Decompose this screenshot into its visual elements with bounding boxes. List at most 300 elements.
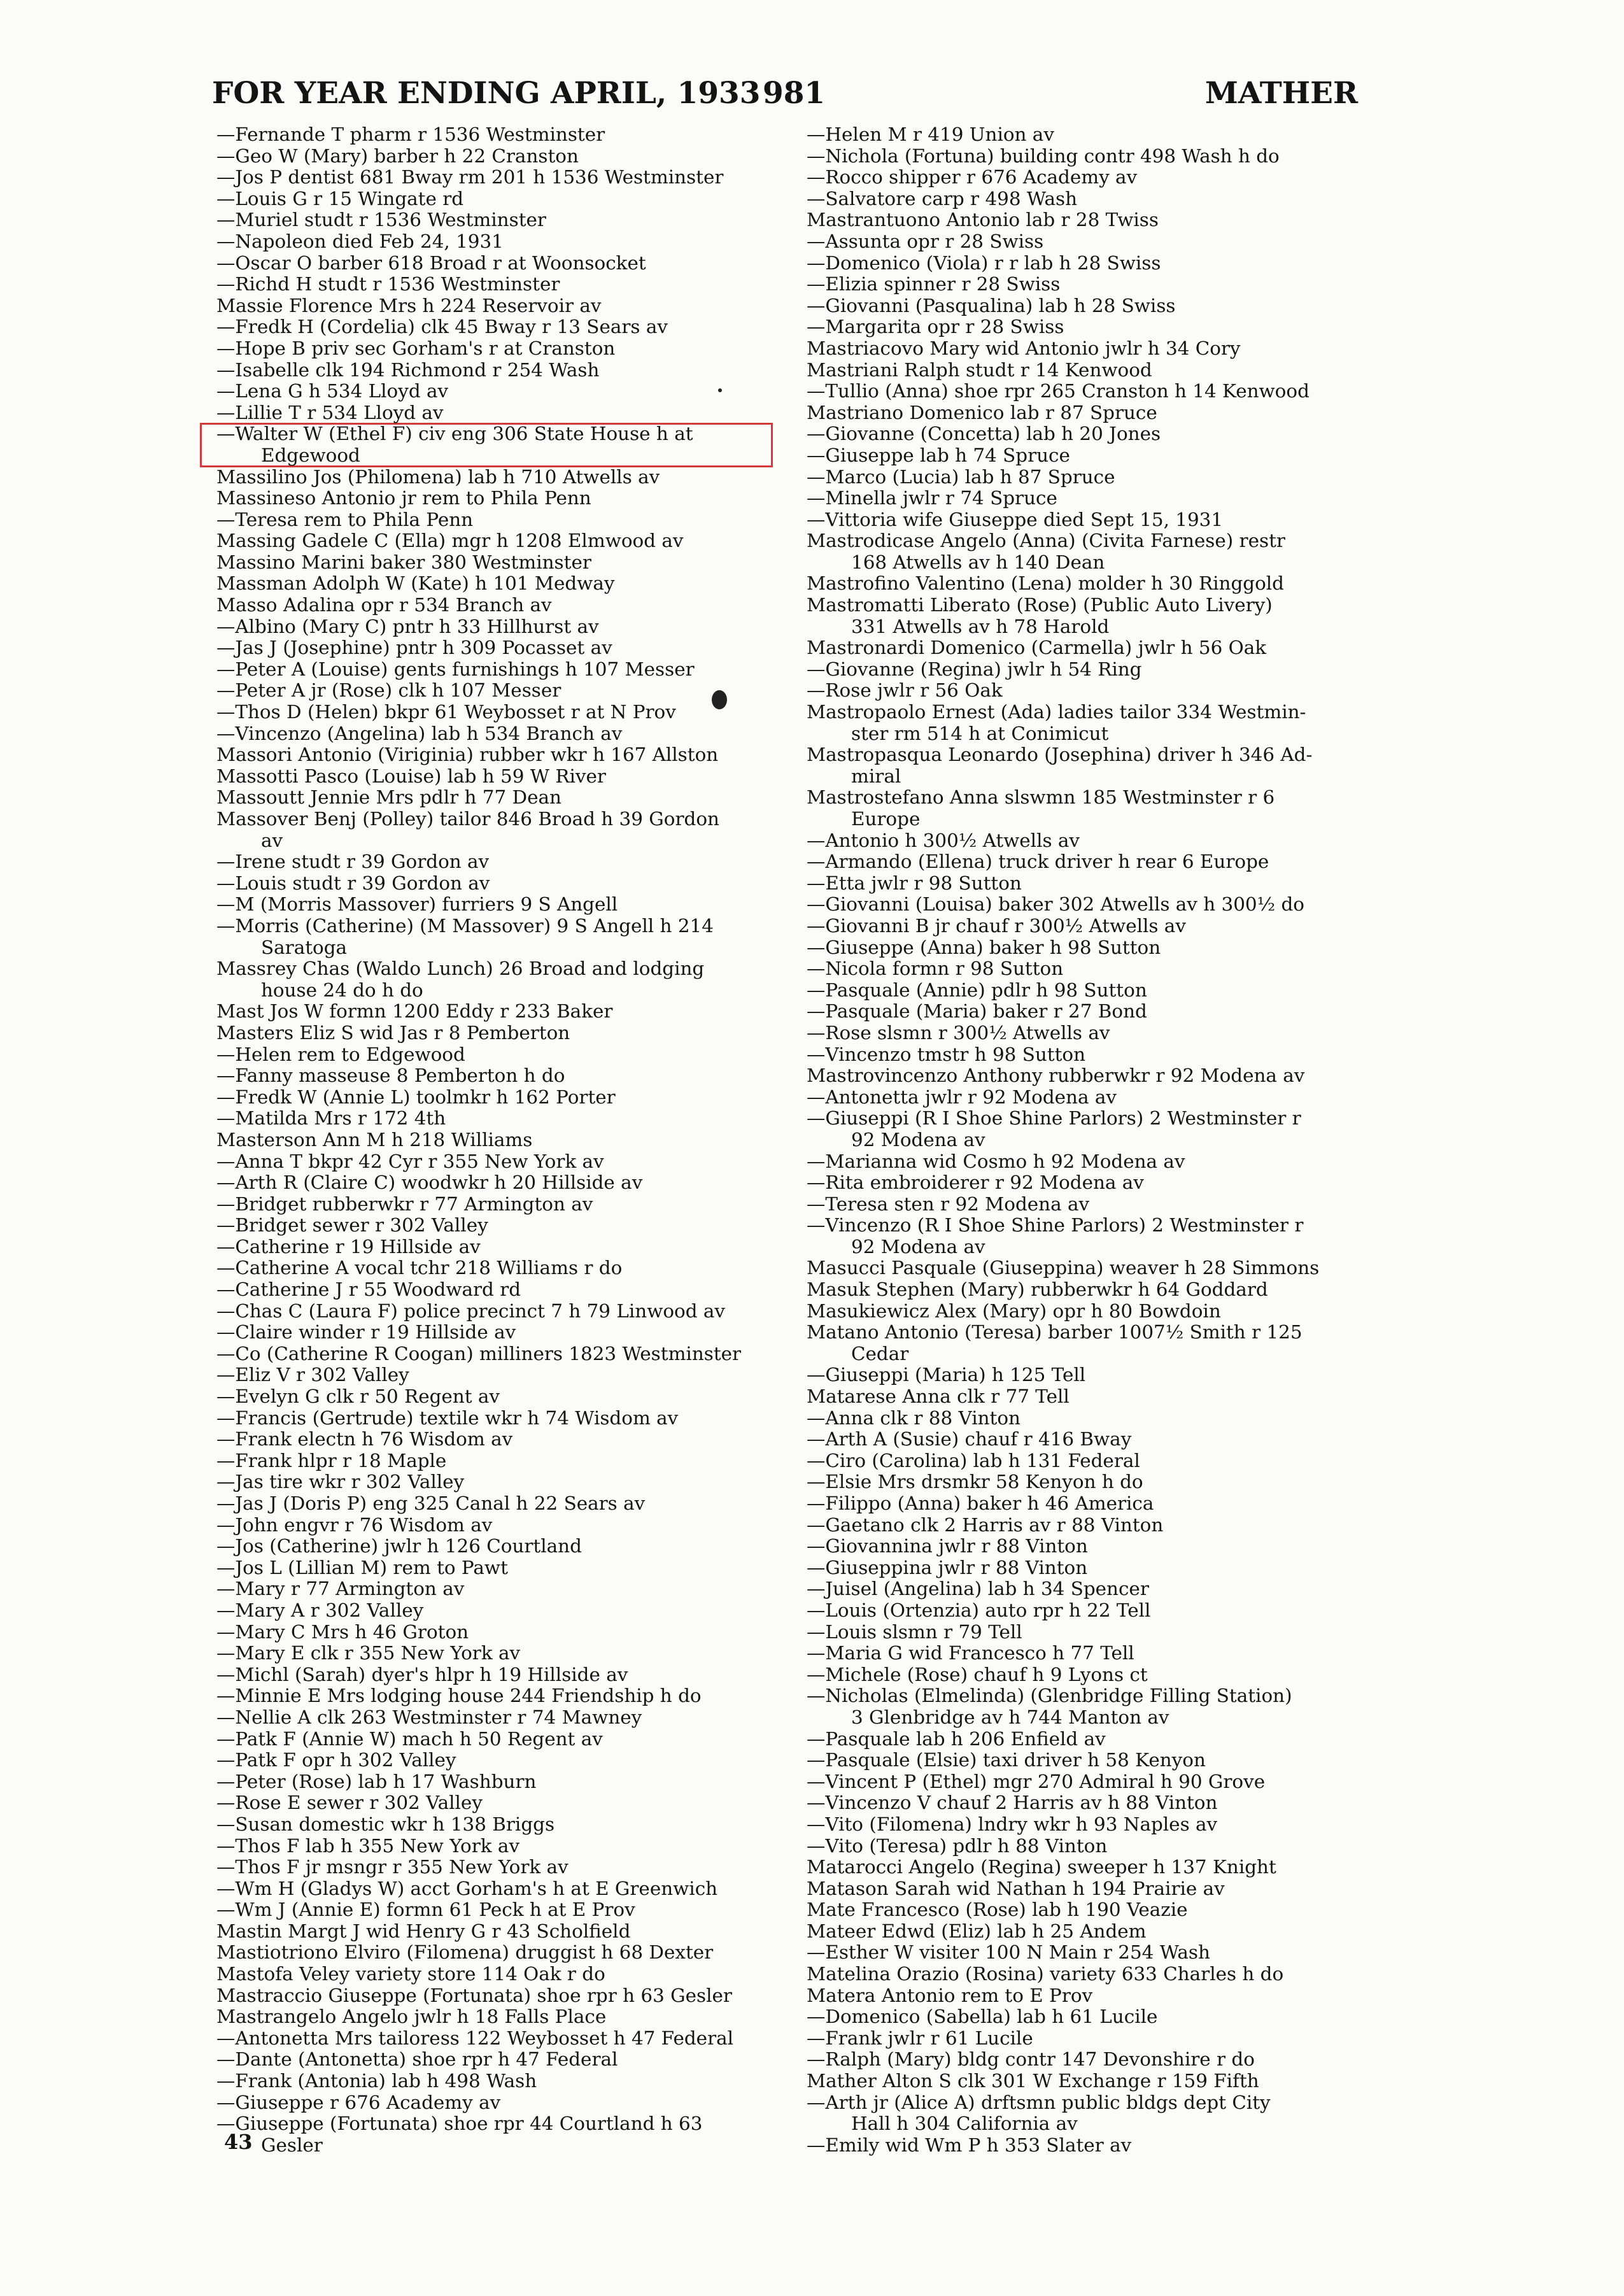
directory-entry (216, 680, 775, 702)
entry-line: —Teresa rem to Phila Penn (216, 508, 474, 530)
entry-continuation: Edgewood (261, 444, 360, 466)
entry-line: —Catherine A vocal tchr 218 Williams r do (216, 1257, 623, 1279)
entry-continuation: Gesler (261, 2134, 323, 2156)
directory-entry (216, 787, 775, 809)
entry-line: —Giuseppina jwlr r 88 Vinton (807, 1556, 1088, 1578)
entry-line: —Walter W (Ethel F) civ eng 306 State House h at (216, 423, 693, 445)
directory-entry (216, 488, 775, 509)
entry-line: —Mary A r 302 Valley (216, 1599, 424, 1621)
directory-entry (216, 1386, 775, 1408)
entry-line: —Giovanni (Pasqualina) lab h 28 Swiss (807, 294, 1176, 316)
entry-line: —Rose slsmn r 300½ Atwells av (807, 1021, 1110, 1044)
entry-line: —Anna clk r 88 Vinton (807, 1407, 1020, 1429)
directory-entry (216, 1942, 775, 1964)
directory-entry (807, 637, 1366, 659)
entry-line: —Esther W visiter 100 N Main r 254 Wash (807, 1941, 1210, 1964)
directory-entry (216, 1237, 775, 1258)
directory-entry (807, 1194, 1366, 1215)
directory-entry (807, 702, 1366, 744)
entry-line: —Patk F opr h 302 Valley (216, 1749, 456, 1771)
directory-entry (216, 1044, 775, 1066)
directory-entry (216, 2006, 775, 2028)
directory-entry (807, 1386, 1366, 1408)
directory-entry (216, 402, 775, 424)
directory-entry (807, 916, 1366, 937)
directory-entry (807, 2092, 1366, 2135)
directory-entry (216, 637, 775, 659)
directory-entry (216, 1878, 775, 1900)
entry-line: —Chas C (Laura F) police precinct 7 h 79 Linwood av (216, 1300, 726, 1322)
directory-entry (216, 552, 775, 574)
entry-line: —Lena G h 534 Lloyd av (216, 380, 449, 402)
directory-entry (216, 423, 775, 466)
entry-line: —Nellie A clk 263 Westminster r 74 Mawney (216, 1706, 642, 1728)
directory-entry (807, 274, 1366, 295)
directory-entry (807, 1985, 1366, 2007)
directory-entry (807, 1429, 1366, 1450)
directory-entry (807, 1622, 1366, 1643)
directory-entry (216, 509, 775, 531)
directory-entry (216, 1515, 775, 1536)
entry-line: —Louis slsmn r 79 Tell (807, 1620, 1022, 1643)
entry-line: —Thos F lab h 355 New York av (216, 1834, 520, 1857)
directory-entry (216, 1215, 775, 1237)
directory-entry (216, 295, 775, 317)
entry-line: —Helen rem to Edgewood (216, 1043, 465, 1065)
directory-entry (807, 851, 1366, 873)
entry-line: —Jas J (Josephine) pntr h 309 Pocasset av (216, 637, 612, 659)
entry-line: —Nicholas (Elmelinda) (Glenbridge Filling Station) (807, 1685, 1292, 1707)
directory-entry (807, 680, 1366, 702)
directory-entry (216, 1792, 775, 1814)
directory-entry (216, 2028, 775, 2050)
directory-entry (807, 253, 1366, 274)
entry-continuation: 3 Glenbridge av h 744 Manton av (851, 1706, 1169, 1728)
entry-line: Mastin Margt J wid Henry G r 43 Scholfield (216, 1920, 631, 1942)
entry-line: —Mary E clk r 355 New York av (216, 1642, 521, 1664)
entry-line: —Catherine r 19 Hillside av (216, 1235, 481, 1258)
entry-line: —John engvr r 76 Wisdom av (216, 1513, 493, 1536)
entry-continuation: Saratoga (261, 936, 348, 958)
directory-entry (216, 723, 775, 745)
entry-line: —Giuseppi (Maria) h 125 Tell (807, 1364, 1086, 1386)
directory-entry (216, 1622, 775, 1643)
directory-entry (216, 1985, 775, 2007)
entry-line: —Giovanne (Regina) jwlr h 54 Ring (807, 658, 1142, 680)
entry-line: —Wm H (Gladys W) acct Gorham's h at E Greenwich (216, 1877, 718, 1899)
directory-entry (216, 1750, 775, 1771)
directory-entry (216, 1643, 775, 1664)
entry-line: Matason Sarah wid Nathan h 194 Prairie av (807, 1877, 1225, 1899)
entry-line: —Pasquale (Maria) baker r 27 Bond (807, 1000, 1147, 1023)
entry-line: —Vito (Teresa) pdlr h 88 Vinton (807, 1834, 1108, 1857)
entry-line: —Hope B priv sec Gorham's r at Cranston (216, 337, 616, 359)
entry-line: —Vittoria wife Giuseppe died Sept 15, 1931 (807, 508, 1224, 530)
entry-line: —Napoleon died Feb 24, 1931 (216, 230, 504, 252)
entry-line: —Co (Catherine R Coogan) milliners 1823 Westminster (216, 1342, 742, 1364)
entry-line: —Salvatore carp r 498 Wash (807, 187, 1078, 209)
directory-entry (807, 124, 1366, 146)
directory-entry (216, 873, 775, 895)
directory-entry (216, 1707, 775, 1729)
entry-line: Matano Antonio (Teresa) barber 1007½ Smith r 125 (807, 1321, 1303, 1343)
directory-entry (216, 530, 775, 552)
entry-line: Massrey Chas (Waldo Lunch) 26 Broad and lodging (216, 958, 705, 980)
entry-line: —Minnie E Mrs lodging house 244 Friendship h do (216, 1685, 702, 1707)
directory-entry (216, 1664, 775, 1686)
directory-entry (216, 2071, 775, 2092)
directory-entry (807, 1515, 1366, 1536)
directory-entry (216, 2049, 775, 2071)
entry-line: —Etta jwlr r 98 Sutton (807, 872, 1022, 894)
directory-entry (807, 2135, 1366, 2157)
directory-entry (216, 1429, 775, 1450)
entry-line: —Bridget rubberwkr r 77 Armington av (216, 1193, 593, 1215)
entry-line: Mastraccio Giuseppe (Fortunata) shoe rpr h 63 Gesler (216, 1984, 732, 2006)
entry-continuation: av (261, 829, 283, 851)
entry-line: —Pasquale (Annie) pdlr h 98 Sutton (807, 979, 1147, 1001)
directory-entry (807, 1536, 1366, 1557)
directory-entry (216, 659, 775, 681)
entry-line: —Helen M r 419 Union av (807, 124, 1054, 145)
entry-line: Mastriano Domenico lab r 87 Spruce (807, 401, 1157, 423)
entry-line: Massotti Pasco (Louise) lab h 59 W River (216, 765, 606, 787)
directory-entry (216, 1322, 775, 1343)
entry-line: —Antonetta Mrs tailoress 122 Weybosset h 47 Federal (216, 2027, 734, 2049)
entry-line: —Frank (Antonia) lab h 498 Wash (216, 2070, 537, 2092)
entry-line: —Marco (Lucia) lab h 87 Spruce (807, 465, 1115, 488)
directory-entry (807, 1108, 1366, 1151)
entry-line: —Vincenzo (R I Shoe Shine Parlors) 2 Westminster r (807, 1214, 1304, 1237)
directory-entry (807, 146, 1366, 167)
entry-line: —Gaetano clk 2 Harris av r 88 Vinton (807, 1513, 1164, 1536)
directory-entry (807, 1023, 1366, 1044)
directory-entry (216, 1301, 775, 1322)
entry-line: —Vito (Filomena) lndry wkr h 93 Naples av (807, 1813, 1218, 1835)
directory-entry (807, 744, 1366, 787)
directory-entry (807, 1450, 1366, 1472)
entry-line: Mastrangelo Angelo jwlr h 18 Falls Place (216, 2006, 607, 2028)
directory-entry (807, 595, 1366, 637)
directory-entry (216, 360, 775, 381)
entry-line: —Elizia spinner r 28 Swiss (807, 273, 1061, 295)
directory-entry (216, 231, 775, 253)
entry-line: —Fredk H (Cordelia) clk 45 Bway r 13 Sears av (216, 316, 668, 338)
directory-entry (807, 1942, 1366, 1964)
directory-entry (216, 209, 775, 231)
directory-entry (216, 1557, 775, 1579)
entry-continuation: 168 Atwells av h 140 Dean (851, 551, 1105, 573)
entry-line: —Claire winder r 19 Hillside av (216, 1321, 516, 1343)
entry-line: —Antonio h 300½ Atwells av (807, 829, 1080, 851)
directory-entry (216, 894, 775, 916)
directory-entry (807, 509, 1366, 531)
directory-entry (807, 381, 1366, 402)
entry-line: —Frank hlpr r 18 Maple (216, 1449, 447, 1471)
entry-continuation: Cedar (851, 1342, 909, 1364)
entry-line: —Evelyn G clk r 50 Regent av (216, 1385, 500, 1408)
directory-entry (216, 1685, 775, 1707)
directory-entry (807, 1857, 1366, 1878)
entry-line: —Thos D (Helen) bkpr 61 Weybosset r at N Prov (216, 701, 676, 723)
entry-line: —Arth A (Susie) chauf r 416 Bway (807, 1428, 1132, 1450)
entry-line: —Jos P dentist 681 Bway rm 201 h 1536 Westminster (216, 166, 724, 188)
entry-line: Matelina Orazio (Rosina) variety 633 Charles h do (807, 1963, 1284, 1985)
entry-line: —Fernande T pharm r 1536 Westminster (216, 124, 605, 145)
directory-entry (216, 1899, 775, 1921)
directory-entry (807, 1643, 1366, 1664)
directory-entry (807, 295, 1366, 317)
directory-entry (216, 1130, 775, 1151)
entry-line: Mastromatti Liberato (Rose) (Public Auto Livery) (807, 594, 1273, 616)
directory-entry (807, 1814, 1366, 1836)
entry-line: Mateer Edwd (Eliz) lab h 25 Andem (807, 1920, 1147, 1942)
entry-line: —Francis (Gertrude) textile wkr h 74 Wisdom av (216, 1407, 679, 1429)
entry-line: —Mary C Mrs h 46 Groton (216, 1620, 469, 1643)
entry-line: —Filippo (Anna) baker h 46 America (807, 1492, 1154, 1514)
directory-entry (216, 188, 775, 210)
entry-line: —Vincenzo V chauf 2 Harris av h 88 Vinton (807, 1792, 1218, 1814)
entry-line: —Antonetta jwlr r 92 Modena av (807, 1086, 1117, 1108)
entry-line: Massing Gadele C (Ella) mgr h 1208 Elmwood av (216, 530, 684, 552)
entry-line: —Matilda Mrs r 172 4th (216, 1107, 446, 1130)
entry-continuation: 92 Modena av (851, 1235, 985, 1258)
entry-line: Matarese Anna clk r 77 Tell (807, 1385, 1070, 1408)
directory-entry (807, 1899, 1366, 1921)
directory-entry (216, 338, 775, 360)
directory-entry (216, 1857, 775, 1878)
entry-line: —Peter A (Louise) gents furnishings h 107 Messer (216, 658, 695, 680)
entry-line: Mastrofino Valentino (Lena) molder h 30 Ringgold (807, 572, 1284, 595)
entry-line: —Susan domestic wkr h 138 Briggs (216, 1813, 555, 1835)
entry-line: —Teresa sten r 92 Modena av (807, 1193, 1090, 1215)
entry-line: Mastiotriono Elviro (Filomena) druggist h 68 Dexter (216, 1941, 714, 1964)
directory-entry (807, 1729, 1366, 1750)
directory-entry (216, 274, 775, 295)
entry-line: —Giovanne (Concetta) lab h 20 Jones (807, 423, 1161, 445)
entry-line: —Maria G wid Francesco h 77 Tell (807, 1642, 1134, 1664)
directory-entry (807, 830, 1366, 852)
entry-line: —Vincenzo tmstr h 98 Sutton (807, 1043, 1086, 1065)
entry-line: Massover Benj (Polley) tailor 846 Broad h 39 Gordon (216, 808, 719, 830)
directory-entry (216, 2113, 775, 2156)
directory-entry (216, 809, 775, 851)
directory-entry (216, 1536, 775, 1557)
directory-entry (807, 937, 1366, 959)
directory-entry (807, 573, 1366, 595)
entry-line: —Pasquale lab h 206 Enfield av (807, 1727, 1106, 1750)
directory-entry (216, 1964, 775, 1985)
entry-line: Masuk Stephen (Mary) rubberwkr h 64 Goddard (807, 1279, 1268, 1301)
directory-entry (216, 146, 775, 167)
directory-entry (216, 851, 775, 873)
entry-line: —Ciro (Carolina) lab h 131 Federal (807, 1449, 1140, 1471)
directory-entry (216, 1279, 775, 1301)
directory-entry (216, 766, 775, 788)
directory-entry (807, 2006, 1366, 2028)
directory-entry (216, 2092, 775, 2114)
directory-entry (807, 1750, 1366, 1771)
directory-entry (216, 1108, 775, 1130)
entry-line: Mast Jos W formn 1200 Eddy r 233 Baker (216, 1000, 613, 1023)
entry-line: —Minella jwlr r 74 Spruce (807, 487, 1057, 509)
directory-entry (807, 1151, 1366, 1173)
page-number: 981 (763, 76, 826, 111)
directory-entry (807, 2049, 1366, 2071)
directory-entry (807, 1557, 1366, 1579)
directory-entry (807, 958, 1366, 980)
entry-line: —Juisel (Angelina) lab h 34 Spencer (807, 1578, 1149, 1600)
entry-line: —Rose E sewer r 302 Valley (216, 1792, 483, 1814)
entry-line: —Giovanni B jr chauf r 300½ Atwells av (807, 914, 1186, 937)
entry-line: —Emily wid Wm P h 353 Slater av (807, 2134, 1132, 2156)
entry-line: —Patk F (Annie W) mach h 50 Regent av (216, 1727, 603, 1750)
entry-line: —Thos F jr msngr r 355 New York av (216, 1856, 568, 1878)
entry-line: —Catherine J r 55 Woodward rd (216, 1279, 521, 1301)
entry-line: —Muriel studt r 1536 Westminster (216, 209, 546, 231)
directory-entry (216, 573, 775, 595)
directory-entry (807, 1279, 1366, 1301)
entry-continuation: 92 Modena av (851, 1128, 985, 1151)
entry-line: —Anna T bkpr 42 Cyr r 355 New York av (216, 1150, 604, 1172)
entry-line: —Frank electn h 76 Wisdom av (216, 1428, 513, 1450)
entry-line: —Nichola (Fortuna) building contr 498 Wash h do (807, 145, 1280, 167)
entry-line: —Domenico (Viola) r r lab h 28 Swiss (807, 252, 1161, 274)
directory-entry (216, 1771, 775, 1793)
entry-line: —Irene studt r 39 Gordon av (216, 851, 490, 873)
page-header (212, 71, 1358, 116)
entry-line: Masucci Pasquale (Giuseppina) weaver h 28 Simmons (807, 1257, 1320, 1279)
directory-entry (216, 1172, 775, 1194)
entry-line: —Giuseppi (R I Shoe Shine Parlors) 2 Westminster r (807, 1107, 1301, 1130)
directory-entry (807, 1301, 1366, 1322)
entry-continuation: ster rm 514 h at Conimicut (851, 722, 1109, 744)
entry-continuation: Hall h 304 California av (851, 2113, 1078, 2135)
directory-entry (216, 744, 775, 766)
entry-line: Massino Marini baker 380 Westminster (216, 551, 591, 573)
directory-entry (807, 1921, 1366, 1943)
entry-line: Mate Francesco (Rose) lab h 190 Veazie (807, 1899, 1188, 1921)
entry-line: —Bridget sewer r 302 Valley (216, 1214, 488, 1237)
entry-line: —Louis (Ortenzia) auto rpr h 22 Tell (807, 1599, 1151, 1621)
entry-line: —Vincent P (Ethel) mgr 270 Admiral h 90 Grove (807, 1770, 1266, 1792)
entry-line: —Geo W (Mary) barber h 22 Cranston (216, 145, 579, 167)
entry-line: Mastronardi Domenico (Carmella) jwlr h 56 Oak (807, 637, 1267, 659)
directory-entry (807, 1964, 1366, 1985)
entry-line: —Albino (Mary C) pntr h 33 Hillhurst av (216, 615, 599, 637)
entry-line: Mastrantuono Antonio lab r 28 Twiss (807, 209, 1159, 231)
header-year-title: FOR YEAR ENDING APRIL, 1933 (212, 76, 761, 111)
entry-line: —Giovanni (Louisa) baker 302 Atwells av h 300½ do (807, 893, 1304, 916)
entry-line: —Giuseppe (Anna) baker h 98 Sutton (807, 936, 1161, 958)
directory-entry (807, 1878, 1366, 1900)
entry-continuation: Europe (851, 808, 921, 830)
entry-line: Massineso Antonio jr rem to Phila Penn (216, 487, 591, 509)
entry-continuation: miral (851, 765, 901, 787)
directory-entry (807, 402, 1366, 424)
directory-entry (216, 1194, 775, 1215)
entry-line: —Nicola formn r 98 Sutton (807, 958, 1064, 980)
directory-entry (807, 1578, 1366, 1600)
entry-line: Massman Adolph W (Kate) h 101 Medway (216, 572, 615, 595)
directory-entry (216, 595, 775, 616)
directory-entry (807, 1836, 1366, 1857)
entry-line: —Arth jr (Alice A) drftsmn public bldgs dept City (807, 2091, 1271, 2113)
directory-entry (216, 616, 775, 638)
entry-line: Masterson Ann M h 218 Williams (216, 1128, 533, 1151)
directory-entry (807, 445, 1366, 467)
entry-line: —Rose jwlr r 56 Oak (807, 679, 1003, 702)
directory-entry (807, 488, 1366, 509)
entry-line: Masso Adalina opr r 534 Branch av (216, 594, 552, 616)
directory-entry (216, 1471, 775, 1493)
entry-line: —Morris (Catherine) (M Massover) 9 S Angell h 214 (216, 914, 714, 937)
entry-line: —Rita embroiderer r 92 Modena av (807, 1172, 1144, 1194)
entry-line: Mastriani Ralph studt r 14 Kenwood (807, 358, 1152, 381)
directory-entry (807, 659, 1366, 681)
directory-entry (807, 423, 1366, 445)
entry-line: —Armando (Ellena) truck driver h rear 6 Europe (807, 851, 1269, 873)
directory-entry (216, 167, 775, 188)
entry-line: —Domenico (Sabella) lab h 61 Lucile (807, 2006, 1158, 2028)
directory-entry (216, 1258, 775, 1279)
entry-line: —Louis G r 15 Wingate rd (216, 187, 464, 209)
directory-entry (807, 1771, 1366, 1793)
entry-line: —Arth R (Claire C) woodwkr h 20 Hillside av (216, 1172, 643, 1194)
directory-entry (807, 2071, 1366, 2092)
entry-line: —Wm J (Annie E) formn 61 Peck h at E Prov (216, 1899, 635, 1921)
directory-entry (216, 916, 775, 958)
entry-continuation: 331 Atwells av h 78 Harold (851, 615, 1110, 637)
entry-line: —Richd H studt r 1536 Westminster (216, 273, 560, 295)
entry-line: —Giuseppe lab h 74 Spruce (807, 444, 1070, 466)
directory-entry (807, 1364, 1366, 1386)
entry-line: Mastofa Veley variety store 114 Oak r do (216, 1963, 605, 1985)
left-column (216, 124, 775, 2156)
directory-entry (807, 873, 1366, 895)
entry-line: —Giuseppe (Fortunata) shoe rpr 44 Courtland h 63 (216, 2113, 703, 2135)
entry-line: —Assunta opr r 28 Swiss (807, 230, 1044, 252)
entry-line: —Jos (Catherine) jwlr h 126 Courtland (216, 1535, 582, 1557)
entry-line: —Jos L (Lillian M) rem to Pawt (216, 1556, 508, 1578)
directory-entry (807, 1685, 1366, 1728)
entry-line: Masukiewicz Alex (Mary) opr h 80 Bowdoin (807, 1300, 1221, 1322)
entry-line: —Oscar O barber 618 Broad r at Woonsocket (216, 252, 646, 274)
entry-line: Masters Eliz S wid Jas r 8 Pemberton (216, 1021, 570, 1044)
directory-entry (216, 1087, 775, 1109)
entry-line: —Mary r 77 Armington av (216, 1578, 465, 1600)
directory-entry (807, 209, 1366, 231)
directory-entry (807, 338, 1366, 360)
entry-line: —Marianna wid Cosmo h 92 Modena av (807, 1150, 1185, 1172)
directory-entry (216, 1921, 775, 1943)
entry-line: —Frank jwlr r 61 Lucile (807, 2027, 1033, 2049)
entry-line: —Michl (Sarah) dyer's hlpr h 19 Hillside av (216, 1663, 628, 1685)
right-column (807, 124, 1366, 2156)
entry-line: Massilino Jos (Philomena) lab h 710 Atwells av (216, 465, 660, 488)
entry-line: —Louis studt r 39 Gordon av (216, 872, 490, 894)
directory-entry (807, 316, 1366, 338)
directory-entry (807, 980, 1366, 1002)
directory-entry (216, 124, 775, 146)
directory-entry (216, 1151, 775, 1173)
entry-line: —Jas J (Doris P) eng 325 Canal h 22 Sears av (216, 1492, 646, 1514)
directory-entry (216, 1343, 775, 1365)
entry-line: —Eliz V r 302 Valley (216, 1364, 409, 1386)
directory-entry (807, 1322, 1366, 1364)
directory-entry (807, 467, 1366, 488)
directory-entry (216, 1729, 775, 1750)
